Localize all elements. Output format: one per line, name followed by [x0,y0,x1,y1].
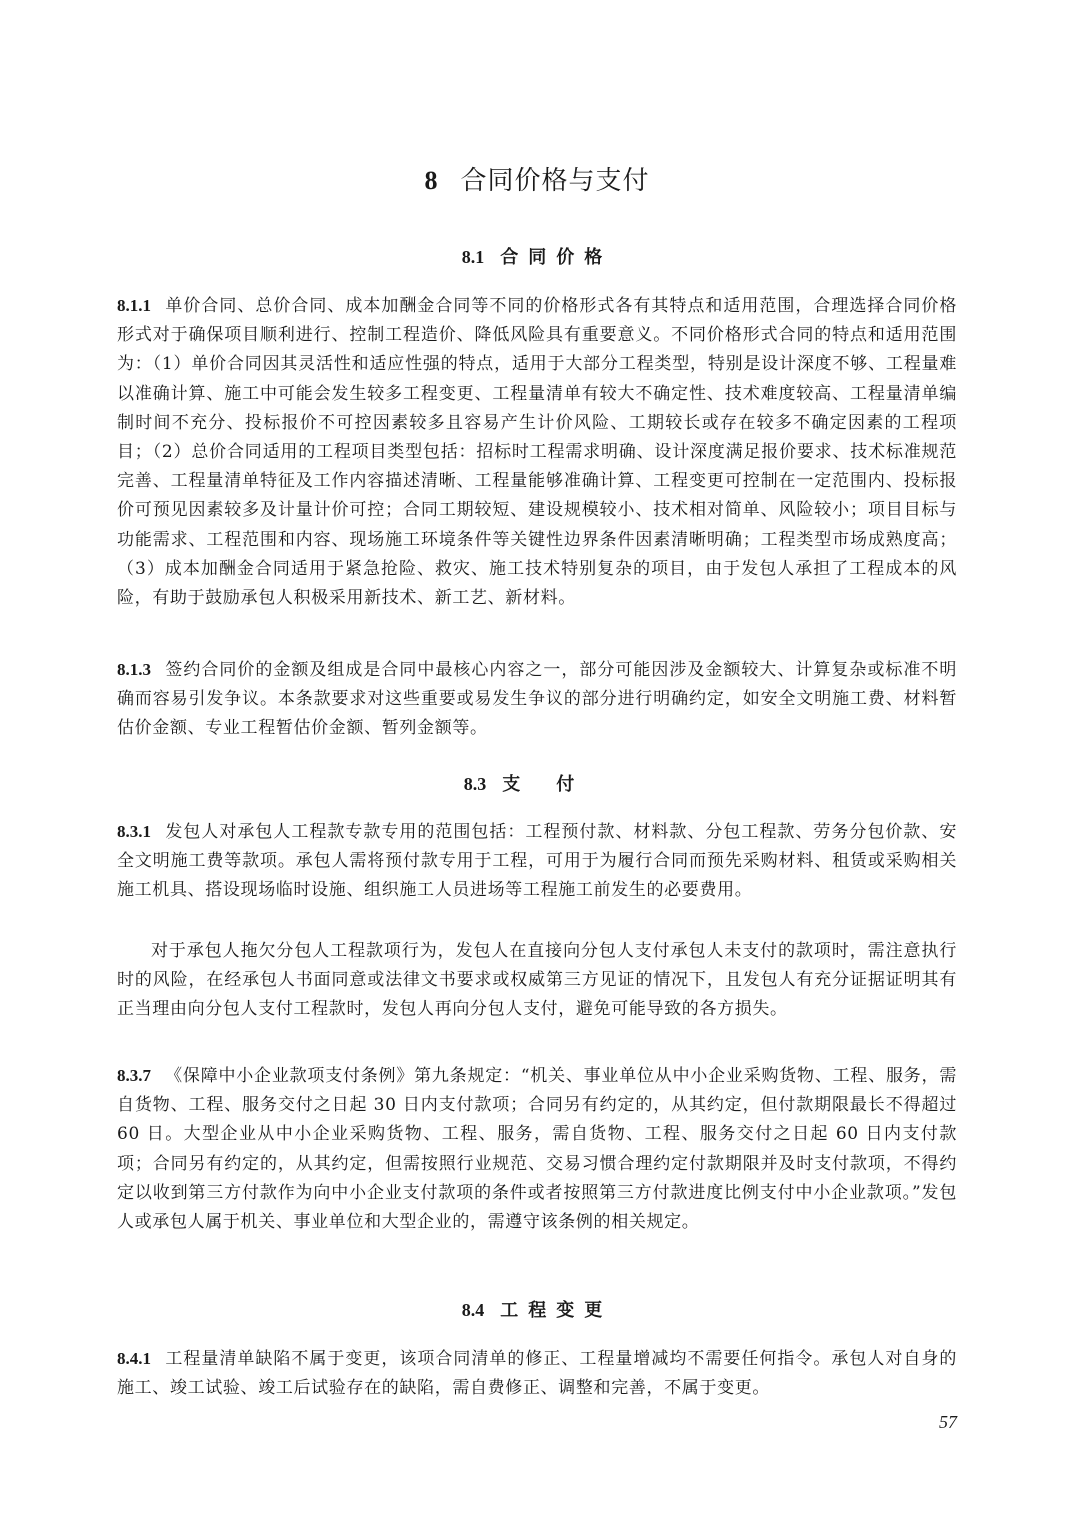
clause-8-3-1 [117,817,957,906]
page-number: 57 [939,1412,957,1432]
clause-number: 8.3.1 [117,822,151,841]
chapter-title-text: 合同价格与支付 [460,166,650,196]
section-heading-8-4 [117,1296,957,1322]
clause-8-1-1 [117,291,957,613]
clause-number: 8.1.3 [117,660,151,679]
clause-text: 对于承包人拖欠分包人工程款项行为，发包人在直接向分包人支付承包人未支付的款项时，需注意执行时的风险，在经承包人书面同意或法律文书要求或权威第三方见证的情况下，且发包人有充分证据证明其有正当理由向分包人支付工程款时，发包人再向分包人支付，避免可能导致的各方损失。 [117,941,957,1020]
section-number: 8.4 [461,1300,485,1320]
section-number: 8.3 [463,774,487,794]
section-title-text: 支付 [502,774,611,795]
clause-number: 8.4.1 [117,1349,151,1368]
clause-8-3-1-continued [117,937,957,1025]
section-heading-8-1 [117,243,957,269]
clause-text: 工程量清单缺陷不属于变更，该项合同清单的修正、工程量增减均不需要任何指令。承包人对自身的施工、竣工试验、竣工后试验存在的缺陷，需自费修正、调整和完善，不属于变更。 [117,1349,957,1399]
clause-text: 单价合同、总价合同、成本加酬金合同等不同的价格形式各有其特点和适用范围，合理选择合同价格形式对于确保项目顺利进行、控制工程造价、降低风险具有重要意义。不同价格形式合同的特点和适用范围为：（1）单价合同因其灵活性和适应性强的特点，适用于大部分工程类型，特别是设计深度不够、工程量难以准确计算、施工中可能会发生较多工程变更、工程量清单有较大不确定性、技术难度较高、工程量清单编制时间不充分、投标报价不可控因素较多且容易产生计价风险、工期较长或存在较多不确定因素的工程项目；（2）总价合同适用的工程项目类型包括：招标时工程需求明确、设计深度满足报价要求、技术标准规范完善、工程量清单特征及工作内容描述清晰、工程量能够准确计算、工程变更可控制在一定范围内、投标报价可预见因素较多及计量计价可控；合同工期较短、建设规模较小、技术相对简单、风险较小；项目目标与功能需求、工程范围和内容、现场施工环境条件等关键性边界条件因素清晰明确；工程类型市场成熟度高；（3）成本加酬金合同适用于紧急抢险、救灾、施工技术特别复杂的项目，由于发包人承担了工程成本的风险，有助于鼓励承包人积极采用新技术、新工艺、新材料。 [117,296,957,609]
clause-8-4-1 [117,1344,957,1403]
clause-number: 8.1.1 [117,296,151,315]
chapter-title [117,160,957,197]
clause-number: 8.3.7 [117,1066,151,1085]
clause-8-1-3 [117,655,957,744]
clause-text: 《保障中小企业款项支付条例》第九条规定：“机关、事业单位从中小企业采购货物、工程、服务，需自货物、工程、服务交付之日起 30 日内支付款项；合同另有约定的，从其约定，但付款期限最长不得超过 60 日。大型企业从中小企业采购货物、工程、服务，需自货物、工程、服务交付之日起 60 日内支付款项；合同另有约定的，从其约定，但需按照行业规范、交易习惯合理约定付款期限并及时支付款项，不得约定以收到第三方付款作为向中小企业支付款项的条件或者按照第三方付款进度比例支付中小企业款项。”发包人或承包人属于机关、事业单位和大型企业的，需遵守该条例的相关规定。 [117,1066,957,1233]
clause-text: 发包人对承包人工程款专款专用的范围包括：工程预付款、材料款、分包工程款、劳务分包价款、安全文明施工费等款项。承包人需将预付款专用于工程，可用于为履行合同而预先采购材料、租赁或采购相关施工机具、搭设现场临时设施、组织施工人员进场等工程施工前发生的必要费用。 [117,822,957,901]
clause-8-3-7 [117,1061,957,1237]
chapter-number: 8 [424,166,439,195]
section-heading-8-3 [117,770,957,796]
clause-text: 签约合同价的金额及组成是合同中最核心内容之一，部分可能因涉及金额较大、计算复杂或标准不明确而容易引发争议。本条款要求对这些重要或易发生争议的部分进行明确约定，如安全文明施工费、材料暂估价金额、专业工程暂估价金额、暂列金额等。 [117,660,957,739]
section-number: 8.1 [461,247,485,267]
section-title-text: 合同价格 [500,247,613,268]
section-title-text: 工程变更 [500,1300,613,1321]
